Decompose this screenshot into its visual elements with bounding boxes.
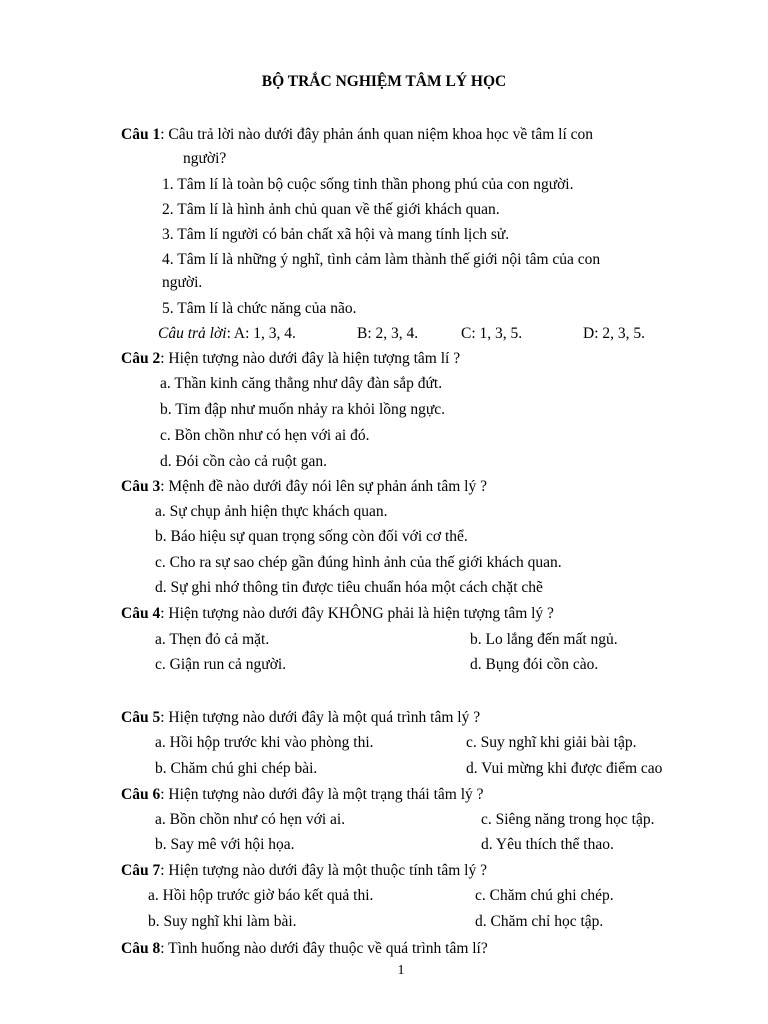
question-label: Câu 6 xyxy=(121,786,161,803)
option: a. Thần kinh căng thẳng như dây đàn sắp đứt. xyxy=(160,375,443,392)
option: b. Báo hiệu sự quan trọng sống còn đối với cơ thể. xyxy=(155,528,468,545)
answer-option: B: 2, 3, 4. xyxy=(357,325,419,342)
option: c. Suy nghĩ khi giải bài tập. xyxy=(466,734,637,751)
question-1 xyxy=(121,125,593,145)
answer-label: Câu trả lời xyxy=(158,325,227,342)
option: a. Hồi hộp trước khi vào phòng thi. xyxy=(155,734,374,751)
answer-option: C: 1, 3, 5. xyxy=(461,325,523,342)
option: c. Cho ra sự sao chép gần đúng hình ảnh của thế giới khách quan. xyxy=(155,554,562,571)
question-label: Câu 8 xyxy=(121,940,161,957)
question-6 xyxy=(121,785,484,805)
list-item: 4. Tâm lí là những ý nghĩ, tình cảm làm thành thế giới nội tâm của con xyxy=(162,251,601,268)
question-text: : Hiện tượng nào dưới đây là một thuộc tính tâm lý ? xyxy=(160,862,487,879)
answer-option: : A: 1, 3, 4. xyxy=(226,325,296,342)
option: d. Bụng đói cồn cào. xyxy=(470,656,599,673)
question-text: : Mệnh đề nào dưới đây nói lên sự phản ánh tâm lý ? xyxy=(160,478,487,495)
question-text: : Hiện tượng nào dưới đây KHÔNG phải là hiện tượng tâm lý ? xyxy=(160,605,554,622)
question-2 xyxy=(121,349,460,369)
question-5 xyxy=(121,708,480,728)
option: d. Yêu thích thể thao. xyxy=(481,836,614,853)
question-text: : Câu trả lời nào dưới đây phản ánh quan niệm khoa học về tâm lí con xyxy=(160,126,594,143)
option: c. Chăm chú ghi chép. xyxy=(475,887,614,904)
question-label: Câu 7 xyxy=(121,862,161,879)
option: a. Hồi hộp trước giờ báo kết quả thi. xyxy=(148,887,374,904)
question-label: Câu 4 xyxy=(121,605,161,622)
option: b. Tim đập như muốn nhảy ra khỏi lồng ngực. xyxy=(160,401,446,418)
document-title: BỘ TRẮC NGHIỆM TÂM LÝ HỌC xyxy=(261,73,507,90)
option: d. Chăm chỉ học tập. xyxy=(475,913,604,930)
option: a. Thẹn đỏ cả mặt. xyxy=(155,631,270,648)
option: b. Suy nghĩ khi làm bài. xyxy=(148,913,297,930)
question-label: Câu 1 xyxy=(121,126,161,143)
option: d. Đói cồn cào cả ruột gan. xyxy=(160,453,327,470)
answer-option: D: 2, 3, 5. xyxy=(583,325,645,342)
list-item: 5. Tâm lí là chức năng của não. xyxy=(162,300,357,317)
option: a. Bồn chồn như có hẹn với ai. xyxy=(155,811,346,828)
option: d. Sự ghi nhớ thông tin được tiêu chuẩn hóa một cách chặt chẽ xyxy=(155,579,543,596)
question-label: Câu 5 xyxy=(121,709,161,726)
list-item: 3. Tâm lí người có bản chất xã hội và mang tính lịch sử. xyxy=(162,226,510,243)
question-label: Câu 2 xyxy=(121,350,161,367)
question-label: Câu 3 xyxy=(121,478,161,495)
option: a. Sự chụp ảnh hiện thực khách quan. xyxy=(155,503,388,520)
question-text: : Hiện tượng nào dưới đây là hiện tượng tâm lí ? xyxy=(160,350,461,367)
question-4 xyxy=(121,604,554,624)
list-item: 1. Tâm lí là toàn bộ cuộc sống tinh thần phong phú của con người. xyxy=(162,176,574,193)
option: c. Bồn chồn như có hẹn với ai đó. xyxy=(160,427,370,444)
question-3 xyxy=(121,477,487,497)
option: c. Giận run cả người. xyxy=(155,656,287,673)
question-text: : Hiện tượng nào dưới đây là một quá trình tâm lý ? xyxy=(160,709,481,726)
list-item: 2. Tâm lí là hình ảnh chủ quan về thế giới khách quan. xyxy=(162,201,500,218)
option: b. Chăm chú ghi chép bài. xyxy=(155,760,318,777)
question-text: : Hiện tượng nào dưới đây là một trạng thái tâm lý ? xyxy=(160,786,484,803)
question-text-cont: người? xyxy=(183,150,227,167)
list-item: người. xyxy=(162,274,203,291)
page-number: 1 xyxy=(397,963,405,978)
answer-line xyxy=(158,324,296,344)
option: d. Vui mừng khi được điểm cao xyxy=(466,760,663,777)
option: b. Say mê với hội họa. xyxy=(155,836,295,853)
question-text: : Tình huống nào dưới đây thuộc về quá trình tâm lí? xyxy=(160,940,488,957)
option: b. Lo lắng đến mất ngủ. xyxy=(470,631,618,648)
question-7 xyxy=(121,861,487,881)
question-8 xyxy=(121,939,488,959)
option: c. Siêng năng trong học tập. xyxy=(481,811,655,828)
